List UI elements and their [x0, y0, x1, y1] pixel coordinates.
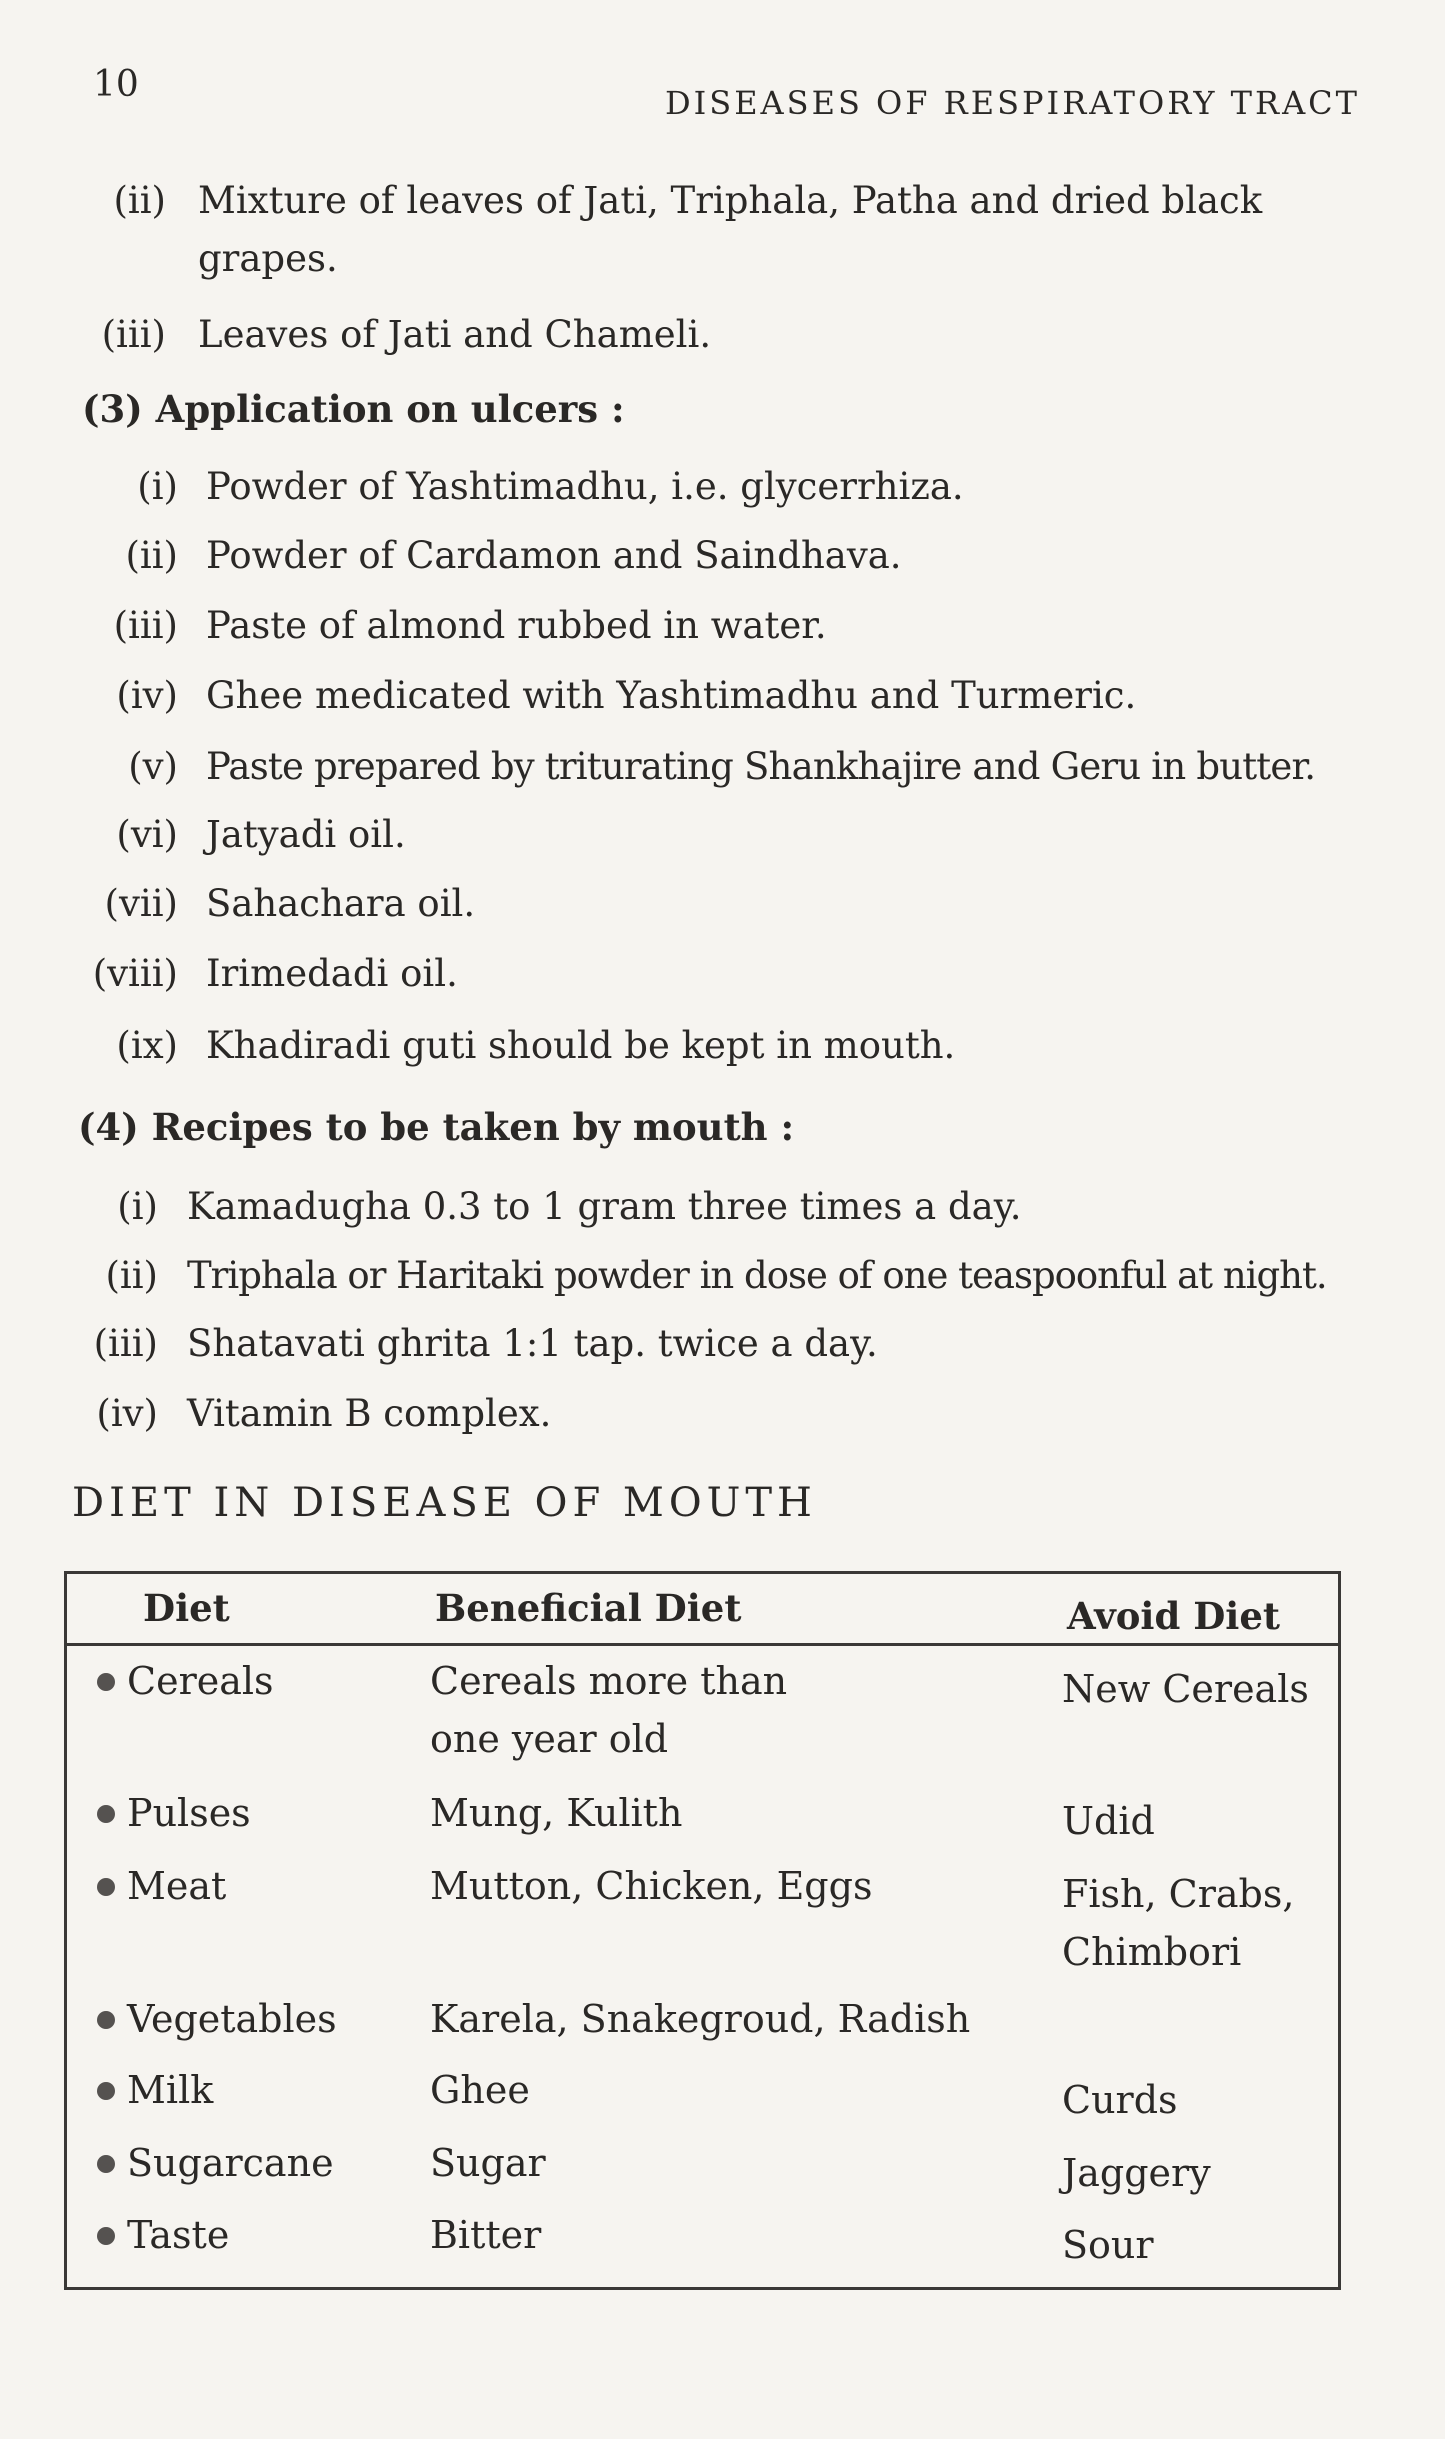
item-number: (iv)	[96, 1392, 158, 1435]
beneficial-cell: Ghee	[430, 2068, 530, 2112]
item-number: (ii)	[105, 1254, 158, 1297]
diet-cell: Sugarcane	[97, 2134, 334, 2192]
avoid-cell: Fish, Crabs, Chimbori	[1062, 1872, 1295, 1974]
item-number: (iii)	[93, 1322, 158, 1365]
running-head: DISEASES OF RESPIRATORY TRACT	[664, 84, 1360, 122]
item-number: (vii)	[104, 882, 178, 925]
item-number: (viii)	[92, 952, 178, 995]
item-text: Jatyadi oil.	[206, 813, 406, 856]
bullet-icon	[97, 1673, 115, 1691]
item-text: Ghee medicated with Yashtimadhu and Turmeric.	[206, 674, 1137, 717]
item-text-continued: grapes.	[198, 237, 338, 280]
diet-cell: Milk	[97, 2061, 213, 2119]
avoid-cell: Jaggery	[1062, 2151, 1211, 2195]
list-item	[0, 172, 1445, 292]
diet-cell: Taste	[97, 2206, 229, 2264]
list-item	[0, 306, 1445, 366]
item-text: Triphala or Haritaki powder in dose of one teaspoonful at night.	[187, 1254, 1327, 1297]
beneficial-cell: Mutton, Chicken, Eggs	[430, 1864, 873, 1908]
avoid-cell: New Cereals	[1062, 1667, 1309, 1711]
column-header: Avoid Diet	[1067, 1594, 1280, 1638]
item-number: (ii)	[125, 534, 178, 577]
bullet-icon	[97, 1805, 115, 1823]
avoid-cell: Udid	[1062, 1799, 1155, 1843]
beneficial-cell: Karela, Snakegroud, Radish	[430, 1997, 971, 2041]
item-number: (vi)	[116, 813, 178, 856]
item-text: Powder of Cardamon and Saindhava.	[206, 534, 902, 577]
diet-cell: Pulses	[97, 1784, 251, 1842]
item-text: Vitamin B complex.	[187, 1392, 552, 1435]
item-number: (v)	[128, 745, 178, 788]
item-text: Leaves of Jati and Chameli.	[198, 313, 712, 356]
item-number: (i)	[117, 1185, 158, 1228]
diet-cell: Vegetables	[97, 1990, 337, 2048]
diet-table	[64, 1571, 1341, 2290]
beneficial-cell: Mung, Kulith	[430, 1791, 683, 1835]
item-text: Irimedadi oil.	[206, 952, 458, 995]
item-text: Sahachara oil.	[206, 882, 476, 925]
item-text: Paste of almond rubbed in water.	[206, 604, 827, 647]
page-number: 10	[93, 64, 139, 105]
bullet-icon	[97, 2227, 115, 2245]
bullet-icon	[97, 2011, 115, 2029]
item-text: Kamadugha 0.3 to 1 gram three times a day.	[187, 1185, 1022, 1228]
item-text: Powder of Yashtimadhu, i.e. glycerrhiza.	[206, 465, 964, 508]
bullet-icon	[97, 2155, 115, 2173]
item-text: Paste prepared by triturating Shankhajire and Geru in butter.	[206, 745, 1316, 788]
item-number: (iii)	[101, 313, 166, 356]
beneficial-cell: Sugar	[430, 2141, 546, 2185]
item-number: (ii)	[113, 179, 166, 222]
item-text: Shatavati ghrita 1:1 tap. twice a day.	[187, 1322, 878, 1365]
avoid-cell: Curds	[1062, 2078, 1178, 2122]
beneficial-cell: Cereals more than one year old	[430, 1659, 788, 1761]
bullet-icon	[97, 2082, 115, 2100]
bullet-icon	[97, 1878, 115, 1896]
diet-cell: Meat	[97, 1857, 226, 1915]
item-text: Khadiradi guti should be kept in mouth.	[206, 1024, 956, 1067]
diet-cell: Cereals	[97, 1652, 274, 1710]
beneficial-cell: Bitter	[430, 2213, 542, 2257]
item-text: Mixture of leaves of Jati, Triphala, Patha and dried black	[198, 179, 1263, 222]
item-number: (ix)	[116, 1024, 178, 1067]
item-number: (i)	[137, 465, 178, 508]
section-heading: (3) Application on ulcers :	[82, 387, 625, 431]
column-header: Beneficial Diet	[435, 1586, 742, 1630]
column-header: Diet	[143, 1586, 230, 1630]
section-title: DIET IN DISEASE OF MOUTH	[72, 1480, 817, 1526]
avoid-cell: Sour	[1062, 2223, 1154, 2267]
item-number: (iii)	[113, 604, 178, 647]
section-heading: (4) Recipes to be taken by mouth :	[78, 1105, 795, 1149]
header-divider	[67, 1643, 1338, 1646]
item-number: (iv)	[116, 674, 178, 717]
